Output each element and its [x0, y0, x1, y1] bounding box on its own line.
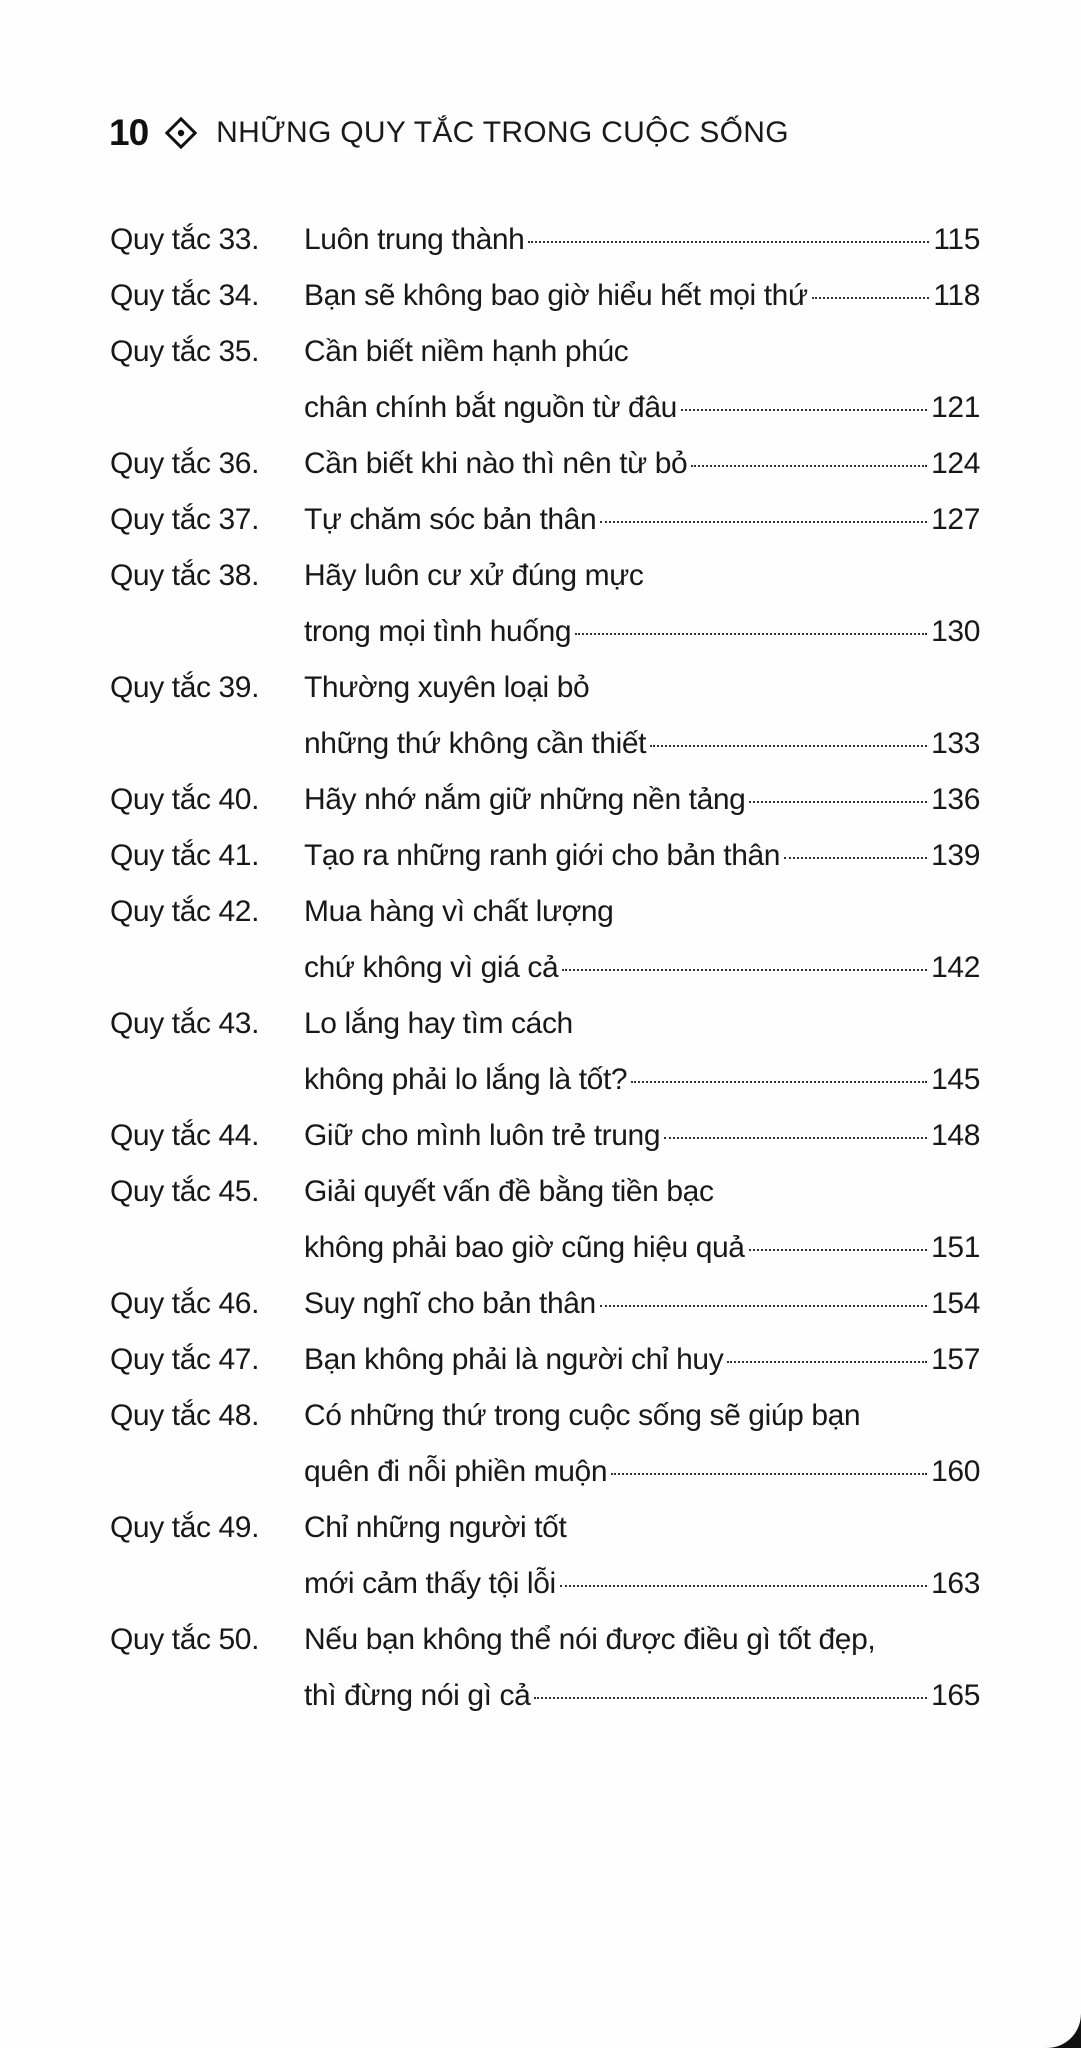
page-reference: 151 — [931, 1231, 980, 1264]
rule-number-label: Quy tắc 46. — [110, 1287, 260, 1320]
entry-title — [304, 212, 980, 268]
entry-title-line: Cần biết niềm hạnh phúc — [304, 335, 629, 368]
toc-entry — [110, 548, 980, 660]
entry-title-line: Tự chăm sóc bản thân — [304, 503, 597, 536]
entry-title — [304, 1164, 980, 1276]
entry-title-line: Giữ cho mình luôn trẻ trung — [304, 1119, 661, 1152]
dot-leader — [727, 1361, 927, 1363]
rule-number-label: Quy tắc 34. — [110, 279, 260, 312]
toc-entry — [110, 1164, 980, 1276]
entry-final-line — [304, 436, 980, 492]
entry-title — [304, 324, 980, 436]
page-reference: 142 — [931, 951, 980, 984]
dot-leader — [650, 745, 927, 747]
toc-entry — [110, 212, 980, 268]
rule-number-label: Quy tắc 33. — [110, 223, 260, 256]
dot-leader — [562, 969, 927, 971]
entry-final-line — [304, 604, 980, 660]
toc-entry — [110, 1332, 980, 1388]
dot-leader — [749, 801, 927, 803]
entry-title — [304, 268, 980, 324]
page-reference: 130 — [931, 615, 980, 648]
entry-title-line: Luôn trung thành — [304, 223, 525, 256]
dot-leader — [812, 297, 930, 299]
page-reference: 157 — [931, 1343, 980, 1376]
dot-leader — [681, 409, 927, 411]
entry-title — [304, 996, 980, 1108]
toc-entry — [110, 828, 980, 884]
entry-title-line: Lo lắng hay tìm cách — [304, 1007, 573, 1040]
entry-title-line: những thứ không cần thiết — [304, 727, 647, 760]
entry-title — [304, 828, 980, 884]
toc-entry — [110, 436, 980, 492]
entry-final-line — [304, 1276, 980, 1332]
page-reference: 121 — [931, 391, 980, 424]
rule-number-label: Quy tắc 43. — [110, 1007, 260, 1040]
entry-title — [304, 884, 980, 996]
table-of-contents — [110, 212, 980, 1724]
dot-leader — [749, 1249, 928, 1251]
toc-entry — [110, 884, 980, 996]
rule-number-label: Quy tắc 42. — [110, 895, 260, 928]
entry-title — [304, 1612, 980, 1724]
page-reference: 127 — [931, 503, 980, 536]
dot-leader — [600, 1305, 927, 1307]
entry-final-line — [304, 1556, 980, 1612]
dot-leader — [560, 1585, 927, 1587]
page-corner-shadow — [1047, 2014, 1081, 2048]
toc-entry — [110, 1108, 980, 1164]
toc-entry — [110, 268, 980, 324]
entry-title — [304, 1332, 980, 1388]
book-title: NHỮNG QUY TẮC TRONG CUỘC SỐNG — [216, 116, 789, 149]
page-reference: 145 — [931, 1063, 980, 1096]
page-reference: 160 — [931, 1455, 980, 1488]
entry-title-line: trong mọi tình huống — [304, 615, 572, 648]
toc-entry — [110, 1276, 980, 1332]
entry-title-line: Nếu bạn không thể nói được điều gì tốt đẹp, — [304, 1623, 876, 1656]
page-reference: 154 — [931, 1287, 980, 1320]
dot-leader — [784, 857, 927, 859]
toc-entry — [110, 492, 980, 548]
entry-title — [304, 436, 980, 492]
dot-leader — [575, 633, 927, 635]
entry-title-line: Hãy nhớ nắm giữ những nền tảng — [304, 783, 746, 816]
entry-final-line — [304, 1332, 980, 1388]
entry-title-line: Hãy luôn cư xử đúng mực — [304, 559, 644, 592]
rule-number-label: Quy tắc 50. — [110, 1623, 260, 1656]
entry-final-line — [304, 772, 980, 828]
entry-title-line: Tạo ra những ranh giới cho bản thân — [304, 839, 781, 872]
entry-title-line: mới cảm thấy tội lỗi — [304, 1567, 556, 1600]
entry-title-line: thì đừng nói gì cả — [304, 1679, 531, 1712]
entry-final-line — [304, 492, 980, 548]
dot-leader — [611, 1473, 927, 1475]
toc-entry — [110, 1500, 980, 1612]
entry-final-line — [304, 716, 980, 772]
page-reference: 139 — [931, 839, 980, 872]
entry-title — [304, 1500, 980, 1612]
dot-leader — [534, 1697, 927, 1699]
diamond-with-dot-icon — [164, 116, 198, 150]
rule-number-label: Quy tắc 36. — [110, 447, 260, 480]
entry-title-line: quên đi nỗi phiền muộn — [304, 1455, 608, 1488]
rule-number-label: Quy tắc 48. — [110, 1399, 260, 1432]
running-header — [109, 108, 789, 158]
page-reference: 148 — [931, 1119, 980, 1152]
entry-title-line: Mua hàng vì chất lượng — [304, 895, 614, 928]
entry-title — [304, 1276, 980, 1332]
entry-title-line: chứ không vì giá cả — [304, 951, 559, 984]
entry-title — [304, 548, 980, 660]
entry-title-line: Bạn không phải là người chỉ huy — [304, 1343, 724, 1376]
page-reference: 163 — [931, 1567, 980, 1600]
entry-title-line: Giải quyết vấn đề bằng tiền bạc — [304, 1175, 714, 1208]
entry-final-line — [304, 828, 980, 884]
entry-title-line: Cần biết khi nào thì nên từ bỏ — [304, 447, 688, 480]
entry-final-line — [304, 1668, 980, 1724]
rule-number-label: Quy tắc 40. — [110, 783, 260, 816]
toc-entry — [110, 1388, 980, 1500]
toc-entry — [110, 996, 980, 1108]
page-reference: 124 — [931, 447, 980, 480]
page-reference: 118 — [933, 279, 980, 312]
page-reference: 165 — [931, 1679, 980, 1712]
entry-title — [304, 1108, 980, 1164]
entry-final-line — [304, 212, 980, 268]
entry-final-line — [304, 940, 980, 996]
entry-title-line: Bạn sẽ không bao giờ hiểu hết mọi thứ — [304, 279, 808, 312]
dot-leader — [600, 521, 927, 523]
toc-entry — [110, 660, 980, 772]
rule-number-label: Quy tắc 35. — [110, 335, 260, 368]
dot-leader — [528, 241, 929, 243]
entry-title — [304, 660, 980, 772]
rule-number-label: Quy tắc 45. — [110, 1175, 260, 1208]
rule-number-label: Quy tắc 47. — [110, 1343, 260, 1376]
entry-title-line: chân chính bắt nguồn từ đâu — [304, 391, 677, 424]
entry-final-line — [304, 1108, 980, 1164]
page-reference: 115 — [933, 223, 980, 256]
entry-final-line — [304, 1444, 980, 1500]
entry-final-line — [304, 268, 980, 324]
rule-number-label: Quy tắc 38. — [110, 559, 260, 592]
entry-title-line: Thường xuyên loại bỏ — [304, 671, 590, 704]
entry-title — [304, 1388, 980, 1500]
entry-final-line — [304, 1220, 980, 1276]
entry-title — [304, 492, 980, 548]
entry-title-line: Có những thứ trong cuộc sống sẽ giúp bạn — [304, 1399, 861, 1432]
rule-number-label: Quy tắc 39. — [110, 671, 260, 704]
entry-final-line — [304, 380, 980, 436]
rule-number-label: Quy tắc 49. — [110, 1511, 260, 1544]
rule-number-label: Quy tắc 37. — [110, 503, 260, 536]
dot-leader — [664, 1137, 927, 1139]
rule-number-label: Quy tắc 41. — [110, 839, 260, 872]
toc-entry — [110, 324, 980, 436]
entry-title — [304, 772, 980, 828]
dot-leader — [691, 465, 927, 467]
entry-title-line: không phải lo lắng là tốt? — [304, 1063, 628, 1096]
dot-leader — [631, 1081, 927, 1083]
toc-entry — [110, 1612, 980, 1724]
entry-title-line: Suy nghĩ cho bản thân — [304, 1287, 596, 1320]
rule-number-label: Quy tắc 44. — [110, 1119, 260, 1152]
toc-entry — [110, 772, 980, 828]
page-reference: 136 — [931, 783, 980, 816]
page-number: 10 — [109, 112, 149, 153]
page-reference: 133 — [931, 727, 980, 760]
entry-title-line: không phải bao giờ cũng hiệu quả — [304, 1231, 745, 1264]
entry-title-line: Chỉ những người tốt — [304, 1511, 567, 1544]
entry-final-line — [304, 1052, 980, 1108]
